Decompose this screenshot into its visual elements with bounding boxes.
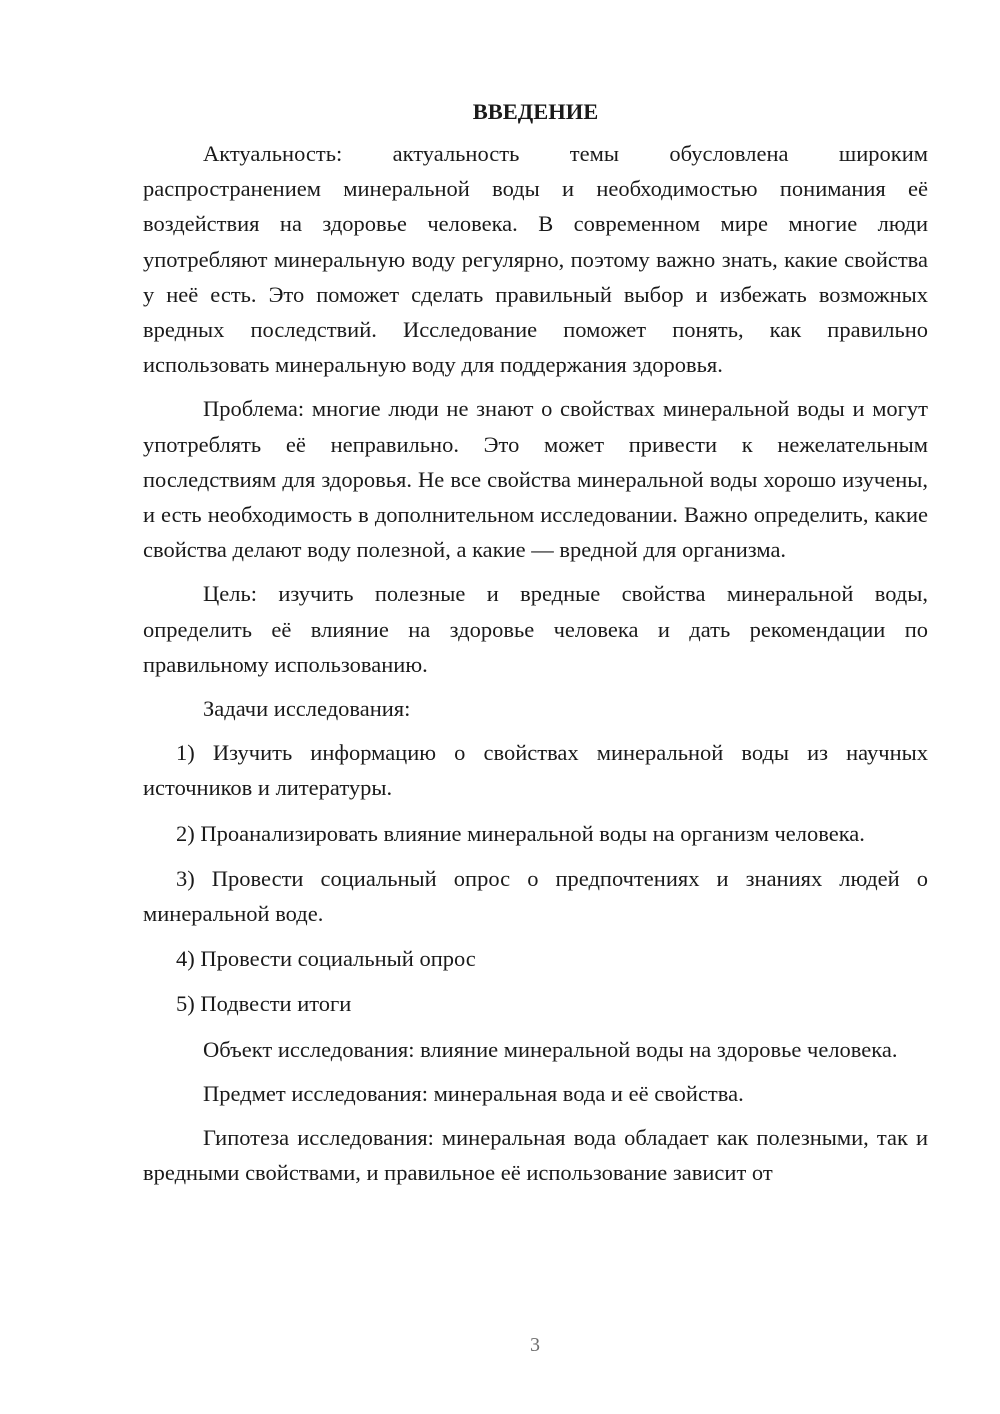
task-item-2: 2) Проанализировать влияние минеральной воды на организм человека. bbox=[176, 820, 865, 846]
paragraph-object: Объект исследования: влияние минеральной воды на здоровье человека. bbox=[203, 1036, 898, 1062]
task-item-5: 5) Подвести итоги bbox=[176, 991, 352, 1017]
task-item-1: 1) Изучить информацию о свойствах минеральной воды из научных источников и литературы. bbox=[143, 740, 928, 801]
paragraph-goal: Цель: изучить полезные и вредные свойства минеральной воды, определить её влияние на здоровье человека и дать рекомендации по правильному использованию. bbox=[143, 581, 928, 677]
tasks-heading: Задачи исследования: bbox=[203, 696, 411, 722]
page-content bbox=[143, 97, 928, 1199]
section-title: ВВЕДЕНИЕ bbox=[472, 99, 599, 124]
paragraph-subject: Предмет исследования: минеральная вода и её свойства. bbox=[203, 1080, 744, 1106]
paragraph-relevance: Актуальность: актуальность темы обусловлена широким распространением минеральной воды и необходимостью понимания её воздействия на здоровье человека. В современном мире многие люди употребляют минеральную воду регулярно, поэтому важно знать, какие свойства у неё есть. Это поможет сделать правильный выбор и избежать возможных вредных последствий. Исследование поможет понять, как правильно использовать минеральную воду для поддержания здоровья. bbox=[143, 141, 928, 378]
task-item-3: 3) Провести социальный опрос о предпочтениях и знаниях людей о минеральной воде. bbox=[143, 865, 928, 927]
task-item-4: 4) Провести социальный опрос bbox=[176, 946, 476, 972]
page-number: 3 bbox=[530, 1334, 540, 1356]
paragraph-hypothesis: Гипотеза исследования: минеральная вода обладает как полезными, так и вредными свойствами, и правильное её использование зависит от bbox=[143, 1125, 928, 1186]
paragraph-problem: Проблема: многие люди не знают о свойствах минеральной воды и могут употреблять её неправильно. Это может привести к нежелательным последствиям для здоровья. Не все свойства минеральной воды хорошо изучены, и есть необходимость в дополнительном исследовании. Важно определить, какие свойства делают воду полезной, а какие — вредной для организма. bbox=[143, 396, 928, 563]
